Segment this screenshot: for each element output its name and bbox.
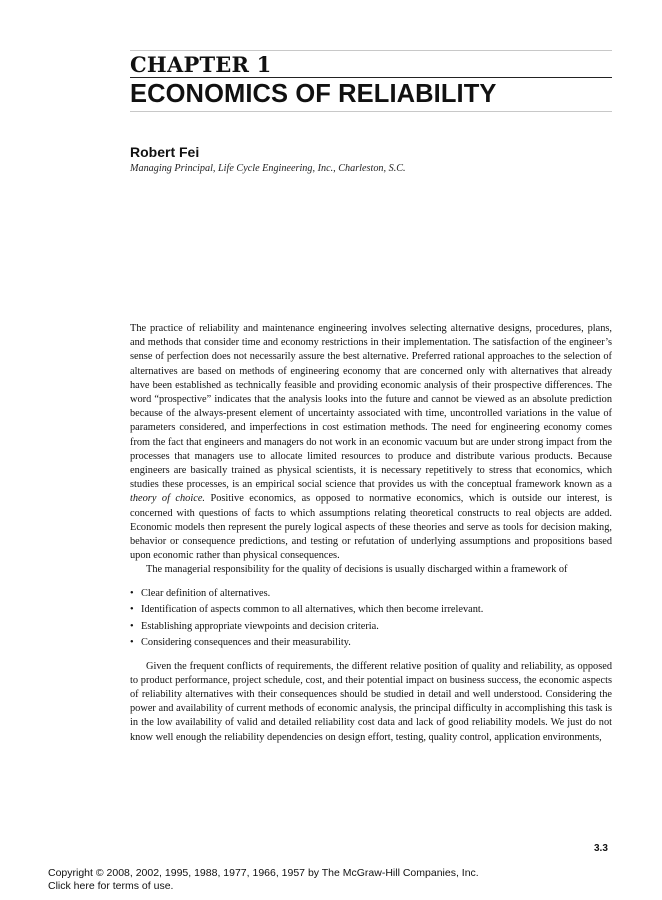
bullet-icon: • [130,637,134,649]
header-bottom-rule [130,111,612,112]
bullet-list [130,586,612,652]
chapter-label: CHAPTER 1 [130,52,272,77]
bullet-icon: • [130,587,134,599]
paragraph-1-text-a: The practice of reliability and maintenance engineering involves selecting alternative designs, procedures, plans, and methods that consider time and economy restrictions in their implementation. The satisfaction of the engineer’s sense of perfection does not necessarily assure the best alternative. Preferred rational approaches to the selection of alternatives are based on methods of engineering economy that are concerned only with alternatives that already have been established as technically feasible and providing economic analysis of their prospective differences. The word “prospective” indicates that the analysis looks into the future and cannot be viewed as an absolute prediction because of the always-present element of uncertainty associated with time, uncontrolled variations in the value of parameters considered, and imperfections in cost estimation methods. The need for engineering economy comes from the fact that engineers and managers do not work in an economic vacuum but are under strong impact from the processes that managers use to allocate limited resources to produce and distribute various products. Because engineers are basically trained as physical scientists, it is necessary repetitively to stress that economics, which studies these processes, is an empirical social science that provides us with the conceptual framework known as a [130,323,612,491]
author-name: Robert Fei [130,144,200,160]
list-item-text: Clear definition of alternatives. [141,587,271,599]
author-affiliation: Managing Principal, Life Cycle Engineering, Inc., Charleston, S.C. [130,163,406,174]
paragraph-2: The managerial responsibility for the quality of decisions is usually discharged within a framework of [146,564,568,576]
list-item [130,586,612,603]
list-item [130,602,612,619]
paragraph-1-text-b: Positive economics, as opposed to normative economics, which is outside our interest, is concerned with questions of facts to which assumptions relating theoretical constructs to real objects are added. Economic models then represent the purely logical aspects of these theories and serve as tools for decision making, behavior or consequence predictions, and testing or refutation of underlying assumptions and propositions based upon economic rather than physical consequences. [130,493,612,562]
body-text [130,322,612,745]
list-item-text: Considering consequences and their measurability. [141,637,351,649]
list-item [130,619,612,636]
paragraph-1 [130,322,612,563]
bullet-icon: • [130,620,134,632]
header-top-rule [130,50,612,51]
paragraph-3: Given the frequent conflicts of requirements, the different relative position of quality and reliability, as opposed to product performance, project schedule, cost, and their potential impact on business success, the economic aspects of reliability alternatives with their consequences should be studied in detail and well understood. Considering the power and availability of current methods of economic analysis, the principal difficulty in accomplishing this task is in the low availability of valid and detailed reliability cost data and lack of good reliability models. We just do not know well enough the reliability dependencies on design effort, testing, quality control, application environments, [130,660,612,743]
list-item [130,635,612,652]
paragraph-1-emphasis: theory of choice. [130,493,205,505]
header-middle-rule [130,77,612,78]
list-item-text: Establishing appropriate viewpoints and decision criteria. [141,620,379,632]
chapter-title: ECONOMICS OF RELIABILITY [130,80,497,108]
list-item-text: Identification of aspects common to all alternatives, which then become irrelevant. [141,604,484,616]
terms-of-use-link[interactable]: Click here for terms of use. [48,879,174,892]
footer [48,867,479,892]
bullet-icon: • [130,604,134,616]
page-number: 3.3 [594,843,608,854]
copyright-notice: Copyright © 2008, 2002, 1995, 1988, 1977, 1966, 1957 by The McGraw-Hill Companies, Inc. [48,867,479,879]
